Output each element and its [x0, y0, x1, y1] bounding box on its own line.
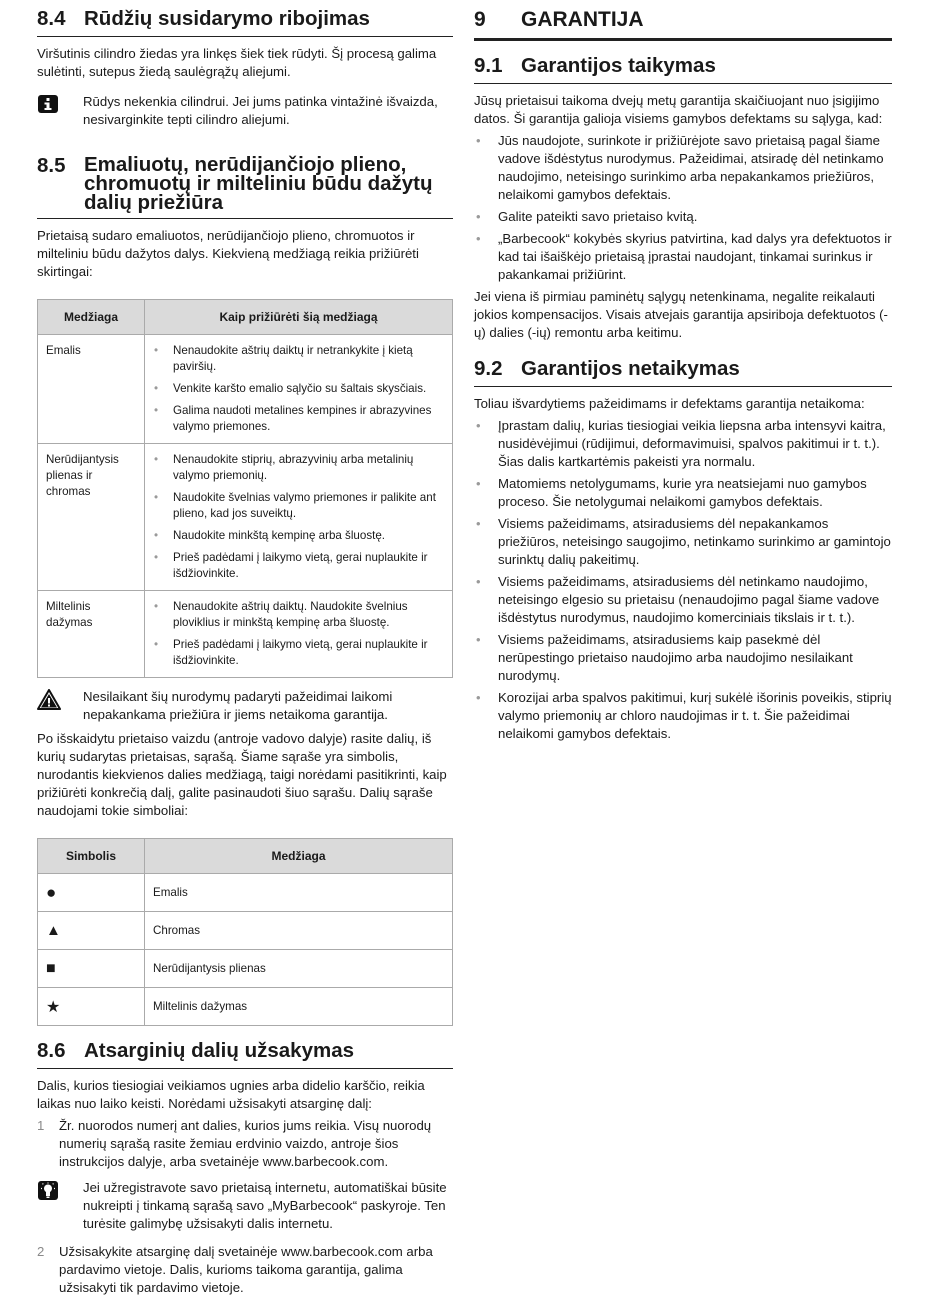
warning-note [37, 688, 453, 724]
section-8-5-heading [37, 155, 453, 219]
section-number: 9.2 [474, 357, 503, 380]
section-9-1-heading [474, 55, 892, 84]
material-cell: Miltelinis dažymas [145, 988, 453, 1026]
steps-list [37, 1243, 453, 1297]
section-number: 8.4 [37, 7, 66, 30]
material-cell: Emalis [145, 874, 453, 912]
column-header: Kaip prižiūrėti šią medžiagą [145, 300, 453, 335]
list-item: • Visiems pažeidimams, atsiradusiems kaip pasekmė dėl nerūpestingo prietaiso naudojimo arba naudojimo nesilaikant nurodymų. [474, 631, 892, 685]
circle-symbol-icon: ● [38, 874, 145, 912]
square-symbol-icon: ■ [38, 950, 145, 988]
care-item: • Prieš padėdami į laikymo vietą, gerai nuplaukite ir išdžiovinkite. [153, 550, 444, 582]
table-row [38, 874, 453, 912]
table-row [38, 591, 453, 678]
left-column [37, 8, 453, 1297]
material-cell: Nerūdijantysis plienas [145, 950, 453, 988]
care-cell [145, 444, 453, 591]
lightbulb-icon [37, 1179, 83, 1233]
list-item [37, 1117, 453, 1171]
list-item: • Įprastam dalių, kurias tiesiogiai veikia liepsna arba intensyvi kaitra, nusidėvėjimui (rūdijimui, deformavimuisi, spalvos pakitimui ir t. t.). Šias dalis kartkartėmis pakeisti yra normalu. [474, 417, 892, 471]
list-item: • Korozijai arba spalvos pakitimui, kurį sukėlė išorinis poveikis, stiprių valymo priemonių ar chloro naudojimas ir t. t. Šie pažeidimai nelaikomi gamybos defektais. [474, 689, 892, 743]
care-cell [145, 335, 453, 444]
right-column [474, 8, 892, 747]
paragraph: Viršutinis cilindro žiedas yra linkęs šiek tiek rūdyti. Šį procesą galima sulėtinti, sutepus žiedą saulėgrąžų aliejumi. [37, 46, 437, 79]
section-8-6-heading [37, 1040, 453, 1069]
paragraph: Po išskaidytu prietaiso vaizdu (antroje vadovo dalyje) rasite dalių, iš kurių sudarytas prietaisas, sąrašą. Šiame sąraše yra simbolis, nurodantis kiekvienos dalies medžiagą, taigi norėdami pasitikrinti, kaip prižiūrėti konkrečią dalį, galite pasinaudoti šiuo sąrašu. Dalių sąraše naudojami tokie simboliai: [37, 731, 447, 818]
table-row [38, 335, 453, 444]
table-header-row [38, 839, 453, 874]
warning-text: Nesilaikant šių nurodymų padaryti pažeidimai laikomi nepakankama priežiūra ir jiems netaikoma garantija. [83, 689, 393, 722]
section-title: Emaliuotų, nerūdijančiojo plieno, chromuotų ir milteliniu būdu dažytų dalių priežiūra [84, 153, 433, 214]
section-9-2-heading [474, 358, 892, 387]
step-number: 1 [37, 1118, 45, 1133]
column-header: Medžiaga [38, 300, 145, 335]
triangle-symbol-icon: ▲ [38, 912, 145, 950]
step-text: Užsisakykite atsarginę dalį svetainėje www.barbecook.com arba pardavimo vietoje. Dalis, kurioms taikoma garantija, galima užsisakyti tik pardavimo vietoje. [59, 1244, 433, 1295]
paragraph: Prietaisą sudaro emaliuotos, nerūdijančiojo plieno, chromuotos ir milteliniu būdu dažytos dalys. Kiekvieną medžiagą reikia prižiūrėti skirtingai: [37, 228, 419, 279]
section-number: 9.1 [474, 54, 503, 77]
list-item: • Galite pateikti savo prietaiso kvitą. [474, 208, 892, 226]
paragraph: Jūsų prietaisui taikoma dvejų metų garantija skaičiuojant nuo įsigijimo datos. Ši garantija galioja visiems gamybos defektams su sąlyga, kad: [474, 93, 883, 126]
care-item: • Venkite karšto emalio sąlyčio su šaltais skysčiais. [153, 381, 444, 397]
column-header: Medžiaga [145, 839, 453, 874]
material-cell: Nerūdijantysis plienas ir chromas [38, 444, 145, 591]
care-item: • Naudokite švelnias valymo priemones ir palikite ant plieno, kad jos suveiktų. [153, 490, 444, 522]
list-item: • „Barbecook“ kokybės skyrius patvirtina, kad dalys yra defektuotos ir kad tai išaiškėjo prietaisą įprastai naudojant, tinkamai surinkus ir pakankamai prižiūrint. [474, 230, 892, 284]
list-item: • Visiems pažeidimams, atsiradusiems dėl netinkamo naudojimo, neteisingo elgesio su prietaisu (nenaudojimo pagal šiame vadove išdėstytus nurodymus, naudojimo komerciniais tikslais ir t. t.). [474, 573, 892, 627]
table-row [38, 912, 453, 950]
care-item: • Nenaudokite aštrių daiktų ir netrankykite į kietą paviršių. [153, 343, 444, 375]
material-cell: Emalis [38, 335, 145, 444]
section-title: Rūdžių susidarymo ribojimas [84, 7, 370, 30]
chapter-title: GARANTIJA [521, 8, 644, 31]
list-item [37, 1243, 453, 1297]
step-number: 2 [37, 1244, 45, 1259]
section-title: Garantijos netaikymas [521, 357, 740, 380]
care-item: • Prieš padėdami į laikymo vietą, gerai nuplaukite ir išdžiovinkite. [153, 637, 444, 669]
exclusions-list [474, 417, 892, 743]
material-care-table [37, 299, 453, 678]
material-cell: Miltelinis dažymas [38, 591, 145, 678]
tip-text: Jei užregistravote savo prietaisą internetu, automatiškai būsite nukreipti į tinkamą sąrašą savo „MyBarbecook“ paskyroje. Ten turėsite galimybę užsisakyti dalis internetu. [83, 1180, 447, 1231]
table-row [38, 950, 453, 988]
care-item: • Galima naudoti metalines kempines ir abrazyvines valymo priemones. [153, 403, 444, 435]
paragraph: Dalis, kurios tiesiogiai veikiamos ugnies arba didelio karščio, reikia laikas nuo laiko keisti. Norėdami užsisakyti atsarginę dalį: [37, 1078, 425, 1111]
section-number: 8.6 [37, 1039, 66, 1062]
table-row [38, 988, 453, 1026]
table-row [38, 444, 453, 591]
list-item: • Visiems pažeidimams, atsiradusiems dėl nepakankamos priežiūros, neteisingo saugojimo, netinkamo surinkimo ar gamintojo surinktų dalių pakeitimų. [474, 515, 892, 569]
tip-note [37, 1179, 453, 1233]
column-header: Simbolis [38, 839, 145, 874]
info-note-text: Rūdys nekenkia cilindrui. Jei jums patinka vintažinė išvaizda, nesivarginkite tepti cilindro aliejumi. [83, 94, 438, 127]
section-title: Garantijos taikymas [521, 54, 716, 77]
section-title: Atsarginių dalių užsakymas [84, 1039, 355, 1062]
material-cell: Chromas [145, 912, 453, 950]
care-cell [145, 591, 453, 678]
chapter-9-heading [474, 8, 892, 41]
paragraph: Toliau išvardytiems pažeidimams ir defektams garantija netaikoma: [474, 396, 865, 411]
conditions-list [474, 132, 892, 284]
list-item: • Matomiems netolygumams, kurie yra neatsiejami nuo gamybos proceso. Šie netolygumai nelaikomi gamybos defektais. [474, 475, 892, 511]
section-8-4-heading [37, 8, 453, 37]
care-item: • Nenaudokite aštrių daiktų. Naudokite švelnius ploviklius ir minkštą kempinę arba šluostę. [153, 599, 444, 631]
steps-list [37, 1117, 453, 1171]
chapter-number: 9 [474, 8, 486, 31]
info-icon [37, 93, 83, 129]
section-number: 8.5 [37, 154, 66, 177]
list-item: • Jūs naudojote, surinkote ir prižiūrėjote savo prietaisą pagal šiame vadove išdėstytus nurodymus. Pažeidimai, atsiradę dėl netinkamo naudojimo, neteisingo surinkimo arba nepakankamos priežiūros, nelaikomi gamybos defektais. [474, 132, 892, 204]
symbol-table [37, 838, 453, 1026]
step-text: Žr. nuorodos numerį ant dalies, kurios jums reikia. Visų nuorodų numerių sąrašą rasite žemiau erdvinio vaizdo, antroje šios instrukcijos dalyje, arba svetainėje www.barbecook.com. [59, 1118, 432, 1169]
care-item: • Nenaudokite stiprių, abrazyvinių arba metalinių valymo priemonių. [153, 452, 444, 484]
star-symbol-icon: ★ [38, 988, 145, 1026]
warning-icon [37, 688, 83, 724]
paragraph: Jei viena iš pirmiau paminėtų sąlygų netenkinama, negalite reikalauti jokios kompensacijos. Visais atvejais garantija apsiriboja defektuotos (-ų) dalies (-ių) remontu arba keitimu. [474, 289, 888, 340]
table-header-row [38, 300, 453, 335]
care-item: • Naudokite minkštą kempinę arba šluostę. [153, 528, 444, 544]
info-note [37, 93, 453, 129]
